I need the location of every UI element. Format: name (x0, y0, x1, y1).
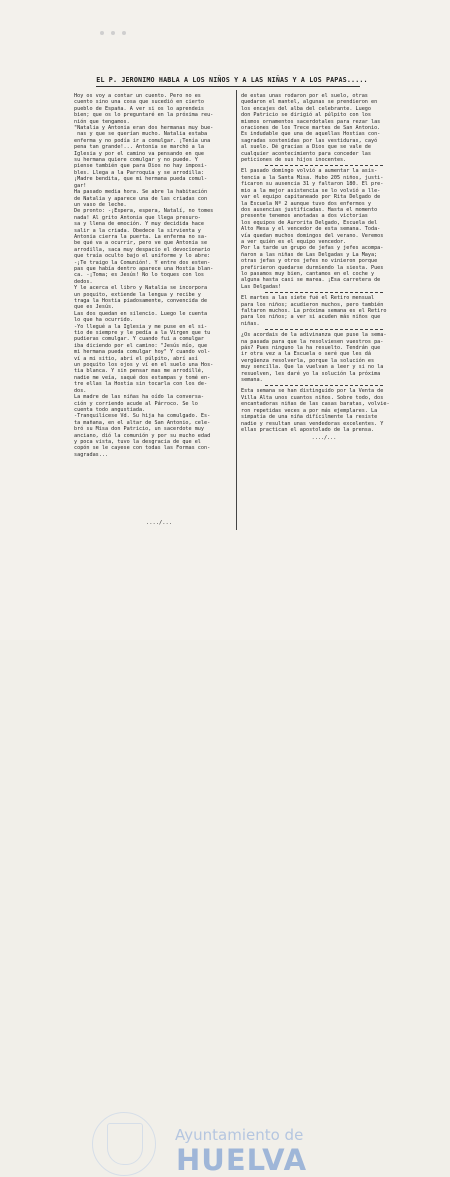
text-line: bien; que os lo preguntaré en la próxima reu- (74, 112, 214, 119)
text-line: pena tan grande!... Antonia se marchó a la (74, 144, 204, 151)
section-separator (265, 292, 383, 293)
text-line: pudieras comulgar. Y cuando fui a comulgar (74, 336, 204, 343)
text-line: dos. (74, 387, 87, 394)
text-line: Y le acerca el libro y Natalia se incorpora (74, 285, 208, 292)
text-line: traga la Hostia piadosamente, convencida de (74, 298, 208, 304)
text-line: que es Jesús. (74, 304, 115, 311)
text-line: gar! (74, 182, 87, 189)
text-line: su hermana quiere comulgar y no puede. Y (74, 157, 198, 164)
text-line: salir a la criada. Obedece la sirvienta y (74, 227, 201, 234)
text-line: copón se le cayese con todas las Formas con- (74, 445, 211, 452)
text-line: niñas. (241, 320, 260, 327)
text-line: cuenta todo angustiada. (74, 406, 146, 413)
title-underline (96, 86, 360, 87)
text-line: alguna hasta casi se marea. ¡Esa carretera de (241, 277, 381, 284)
text-line: ¿Os acordais de la adivinanza que puse la sema- (241, 332, 387, 339)
text-line: dos ausencias justificadas. Hasta el momento (241, 206, 378, 213)
text-line: nión que tengamos. (74, 118, 130, 125)
text-line: piense también que para Dios no hay imposi- (74, 163, 208, 170)
text-line: encantadoras niñas de las casas baratas, volvie- (241, 401, 390, 408)
text-line: dedos. (74, 278, 93, 285)
text-line: cuento sino una cosa que sucedió en cierto (74, 99, 204, 106)
text-line: na pasada para que la resolviesen vuestros pa- (241, 338, 384, 345)
text-line: -Yo llegué a la Iglesia y me puse en el si- (74, 323, 208, 330)
text-line: pueblo de España. A ver si os lo aprendeis (74, 105, 204, 112)
text-line: Hoy os voy a contar un cuento. Pero no es (74, 93, 201, 99)
text-line: ca. -¡Toma; es Jesús! No lo toques con los (74, 272, 204, 279)
text-line: nadie y resultan unas vendedoras excelentes. Y (241, 420, 384, 427)
text-line: semana. (241, 377, 263, 384)
text-line: de estas unas rodaron por el suelo, otras (241, 93, 368, 99)
page-title: EL P. JERONIMO HABLA A LOS NIÑOS Y A LAS NIÑAS Y A LOS PAPAS..... (96, 76, 368, 84)
text-line: que traía oculto bajo el uniforme y lo abre: (74, 253, 211, 260)
text-line: de Natalia y aparece una de las criadas con (74, 195, 208, 202)
text-line: sagradas... (74, 451, 109, 458)
column-divider (236, 90, 237, 530)
section-separator (265, 385, 383, 386)
text-line: Villa Alta unos cuantos niños. Sobre todo, dos (241, 394, 384, 401)
right-continuation-mark: ..../... (311, 435, 337, 442)
text-line: lo pasamos muy bien, cantamos en el coche y (241, 270, 375, 277)
text-line: ir otra vez a la Escuela o seré que les dá (241, 351, 371, 358)
text-line: ñaron a las niñas de Las Delgadas y La Maya; (241, 251, 378, 258)
text-line: para los niños; a ver si acuden más niños que (241, 314, 381, 321)
left-continuation-mark: ..../... (146, 520, 172, 526)
text-line: Alto Mesa y el vencedor de esta semana. Toda- (241, 226, 381, 233)
left-column (74, 93, 234, 458)
text-line: mio a la mejor asistencia se lo volvió a lle- (241, 187, 381, 194)
text-line: ta mañana, en el altar de San Antonio, cele- (74, 419, 211, 426)
right-column (241, 93, 407, 442)
text-line: un poquito los ojos y ví en el suelo una Hos- (74, 362, 214, 369)
text-line: simpatía de una niña difícilmente la resiste (241, 414, 378, 421)
text-line: Iglesia y por el camino va pensando en que (74, 150, 204, 157)
text-line: sagradas sostenidas por las vestiduras, cayó (241, 137, 378, 144)
text-line: cualquier acontecimiento para conceder las (241, 150, 371, 157)
text-line: lo que ha ocurrido. (74, 317, 133, 324)
text-line: un poquito, extiende la lengua y recibe y (74, 291, 201, 298)
text-line: ellas practican el apostolado de la prensa. (241, 426, 375, 433)
text-line: tio de siempre y le pedía a la Virgen que tu (74, 330, 211, 337)
watermark-municipality: Ayuntamiento de (175, 1126, 304, 1144)
watermark-city: HUELVA (176, 1143, 308, 1177)
text-line: anciano, dió la comunión y por su mucho edad (74, 432, 211, 439)
text-line: tia blanca. Y sin pensar mas me arrodillé, (74, 368, 204, 375)
text-line: tre ellas la Hostia sin tocarla con los de- (74, 381, 208, 388)
text-line: ficaron su ausencia 31 y faltaron 180. El pre- (241, 181, 384, 188)
text-line: Ha pasado media hora. Se abre la habitación (74, 189, 208, 196)
text-line: un vaso de leche. (74, 201, 127, 208)
text-line: nadie me veía, saqué dos estampas y tomé en- (74, 374, 211, 381)
text-line: otras jefas y otros jefes no vinieron porque (241, 258, 378, 265)
text-line: ví a mi sitio, abrí el púlpito, abrí así (74, 355, 198, 362)
text-line: La madre de las niñas ha oído la conversa- (74, 394, 204, 401)
city-seal-icon (92, 1112, 156, 1176)
text-line: vergüenza resolverla, porque la solución es (241, 357, 375, 364)
text-line: Esta semana se han distinguido por la Venta de (241, 388, 384, 395)
text-line: Antonia cierra la puerta. La enferma no sa- (74, 233, 208, 240)
text-line: ¡Madre bendita, que mi hermana pueda comul- (74, 176, 208, 183)
text-line: prefirieron quedarse durmiendo la siesta. Pues (241, 264, 384, 271)
text-line: iba diciendo por el camino: "Jesús mío, que (74, 342, 208, 349)
text-line: nada! Al grito Antonia que llega presuro- (74, 214, 201, 221)
text-line: Las dos quedan en silencio. Luego le cuenta (74, 310, 208, 317)
text-line: peticiones de sus hijos inocentes. (241, 157, 347, 164)
text-line: resuelven, les daré yo la solución la próxima (241, 370, 381, 377)
text-line: bró su Misa don Patricio, un sacerdote muy (74, 426, 204, 433)
binder-holes (100, 20, 140, 30)
text-line: be qué va a ocurrir, pero ve que Antonia se (74, 240, 208, 247)
text-line: El martes a las siete fué el Retiro mensual (241, 295, 375, 302)
text-line: enferma y no podía ir a comulgar. ¡Tenía una (74, 137, 211, 144)
text-line: los equipos de Aurorita Delgado, Escuela del (241, 219, 378, 226)
text-line: var el equipo capitaneado por Rita Delgado de (241, 194, 381, 201)
text-line: nas y que se querían mucho. Natalia estaba (74, 131, 208, 138)
text-line: a ver quién es el equipo vencedor. (241, 238, 347, 245)
text-line: Por la tarde un grupo de jefas y jefes acompa- (241, 245, 384, 252)
text-line: De pronto: -¡Espera, espera, Natalí, no tomes (74, 208, 214, 215)
text-line: y poca vista, tuvo la desgracia de que el (74, 438, 201, 445)
text-line: pás? Pues ninguno la ha resuelto. Tendrán que (241, 345, 381, 352)
text-line: El pasado domingo volvió a aumentar la asis- (241, 168, 378, 175)
text-line: -¡Te traigo la Comunión!. Y entre dos esten- (74, 259, 211, 266)
text-line: ron repetidas veces a por más ejemplares. La (241, 407, 378, 414)
text-line: Es indudable que una de aquellas Hostias con- (241, 131, 381, 138)
text-line: don Patricio se dirigió al púlpito con los (241, 112, 371, 119)
text-line: -Tranquilícese Vd. Su hija ha comulgado. Es- (74, 413, 211, 420)
text-line: mi hermana pueda comulgar hoy" Y cuando vol- (74, 349, 211, 356)
text-line: faltaron muchos. La próxima semana es el Retiro (241, 308, 387, 314)
text-line: bles. Llega a la Parroquia y se arrodilla: (74, 169, 204, 176)
text-line: ción y corriendo acude al Párroco. Se lo (74, 400, 198, 407)
text-line: muy sencilla. Que la vuelvan a leer y si no la (241, 364, 384, 371)
text-line: mismos ornamentos sacerdotales para rezar las (241, 118, 381, 125)
text-line: vía quedan muchos domingos del verano. Veremos (241, 232, 384, 239)
text-line: Las Delgadas! (241, 283, 282, 290)
section-separator (265, 165, 383, 166)
text-line: presente tenemos anotadas a dos victorias (241, 213, 368, 220)
text-line: al suelo. Dé gracias a Dios que se vale de (241, 144, 371, 151)
text-line: pas que había dentro aparece una Hostia blan- (74, 265, 214, 272)
text-line: los encajes del alba del celebrante. Luego (241, 105, 371, 112)
text-line: la Escuela Nº 2 aunque tuvo dos enfermos y (241, 200, 371, 207)
text-line: sa y llena de emoción. Y muy decidida hace (74, 221, 204, 228)
watermark (0, 540, 450, 1177)
text-line: oraciones de los Trece martes de San Antonio. (241, 125, 381, 132)
text-line: arrodilla, saca muy despacio el devocionario (74, 246, 211, 253)
text-line: tencia a la Santa Misa. Hubo 205 niños, justi- (241, 174, 384, 181)
text-line: para los niños; acudieron muchos, pero también (241, 301, 384, 308)
section-separator (265, 329, 383, 330)
text-line: "Natalia y Antonia eran dos hermanas muy bue- (74, 125, 214, 132)
text-line: quedaron el mantel, algunas se prendieron en (241, 99, 378, 106)
